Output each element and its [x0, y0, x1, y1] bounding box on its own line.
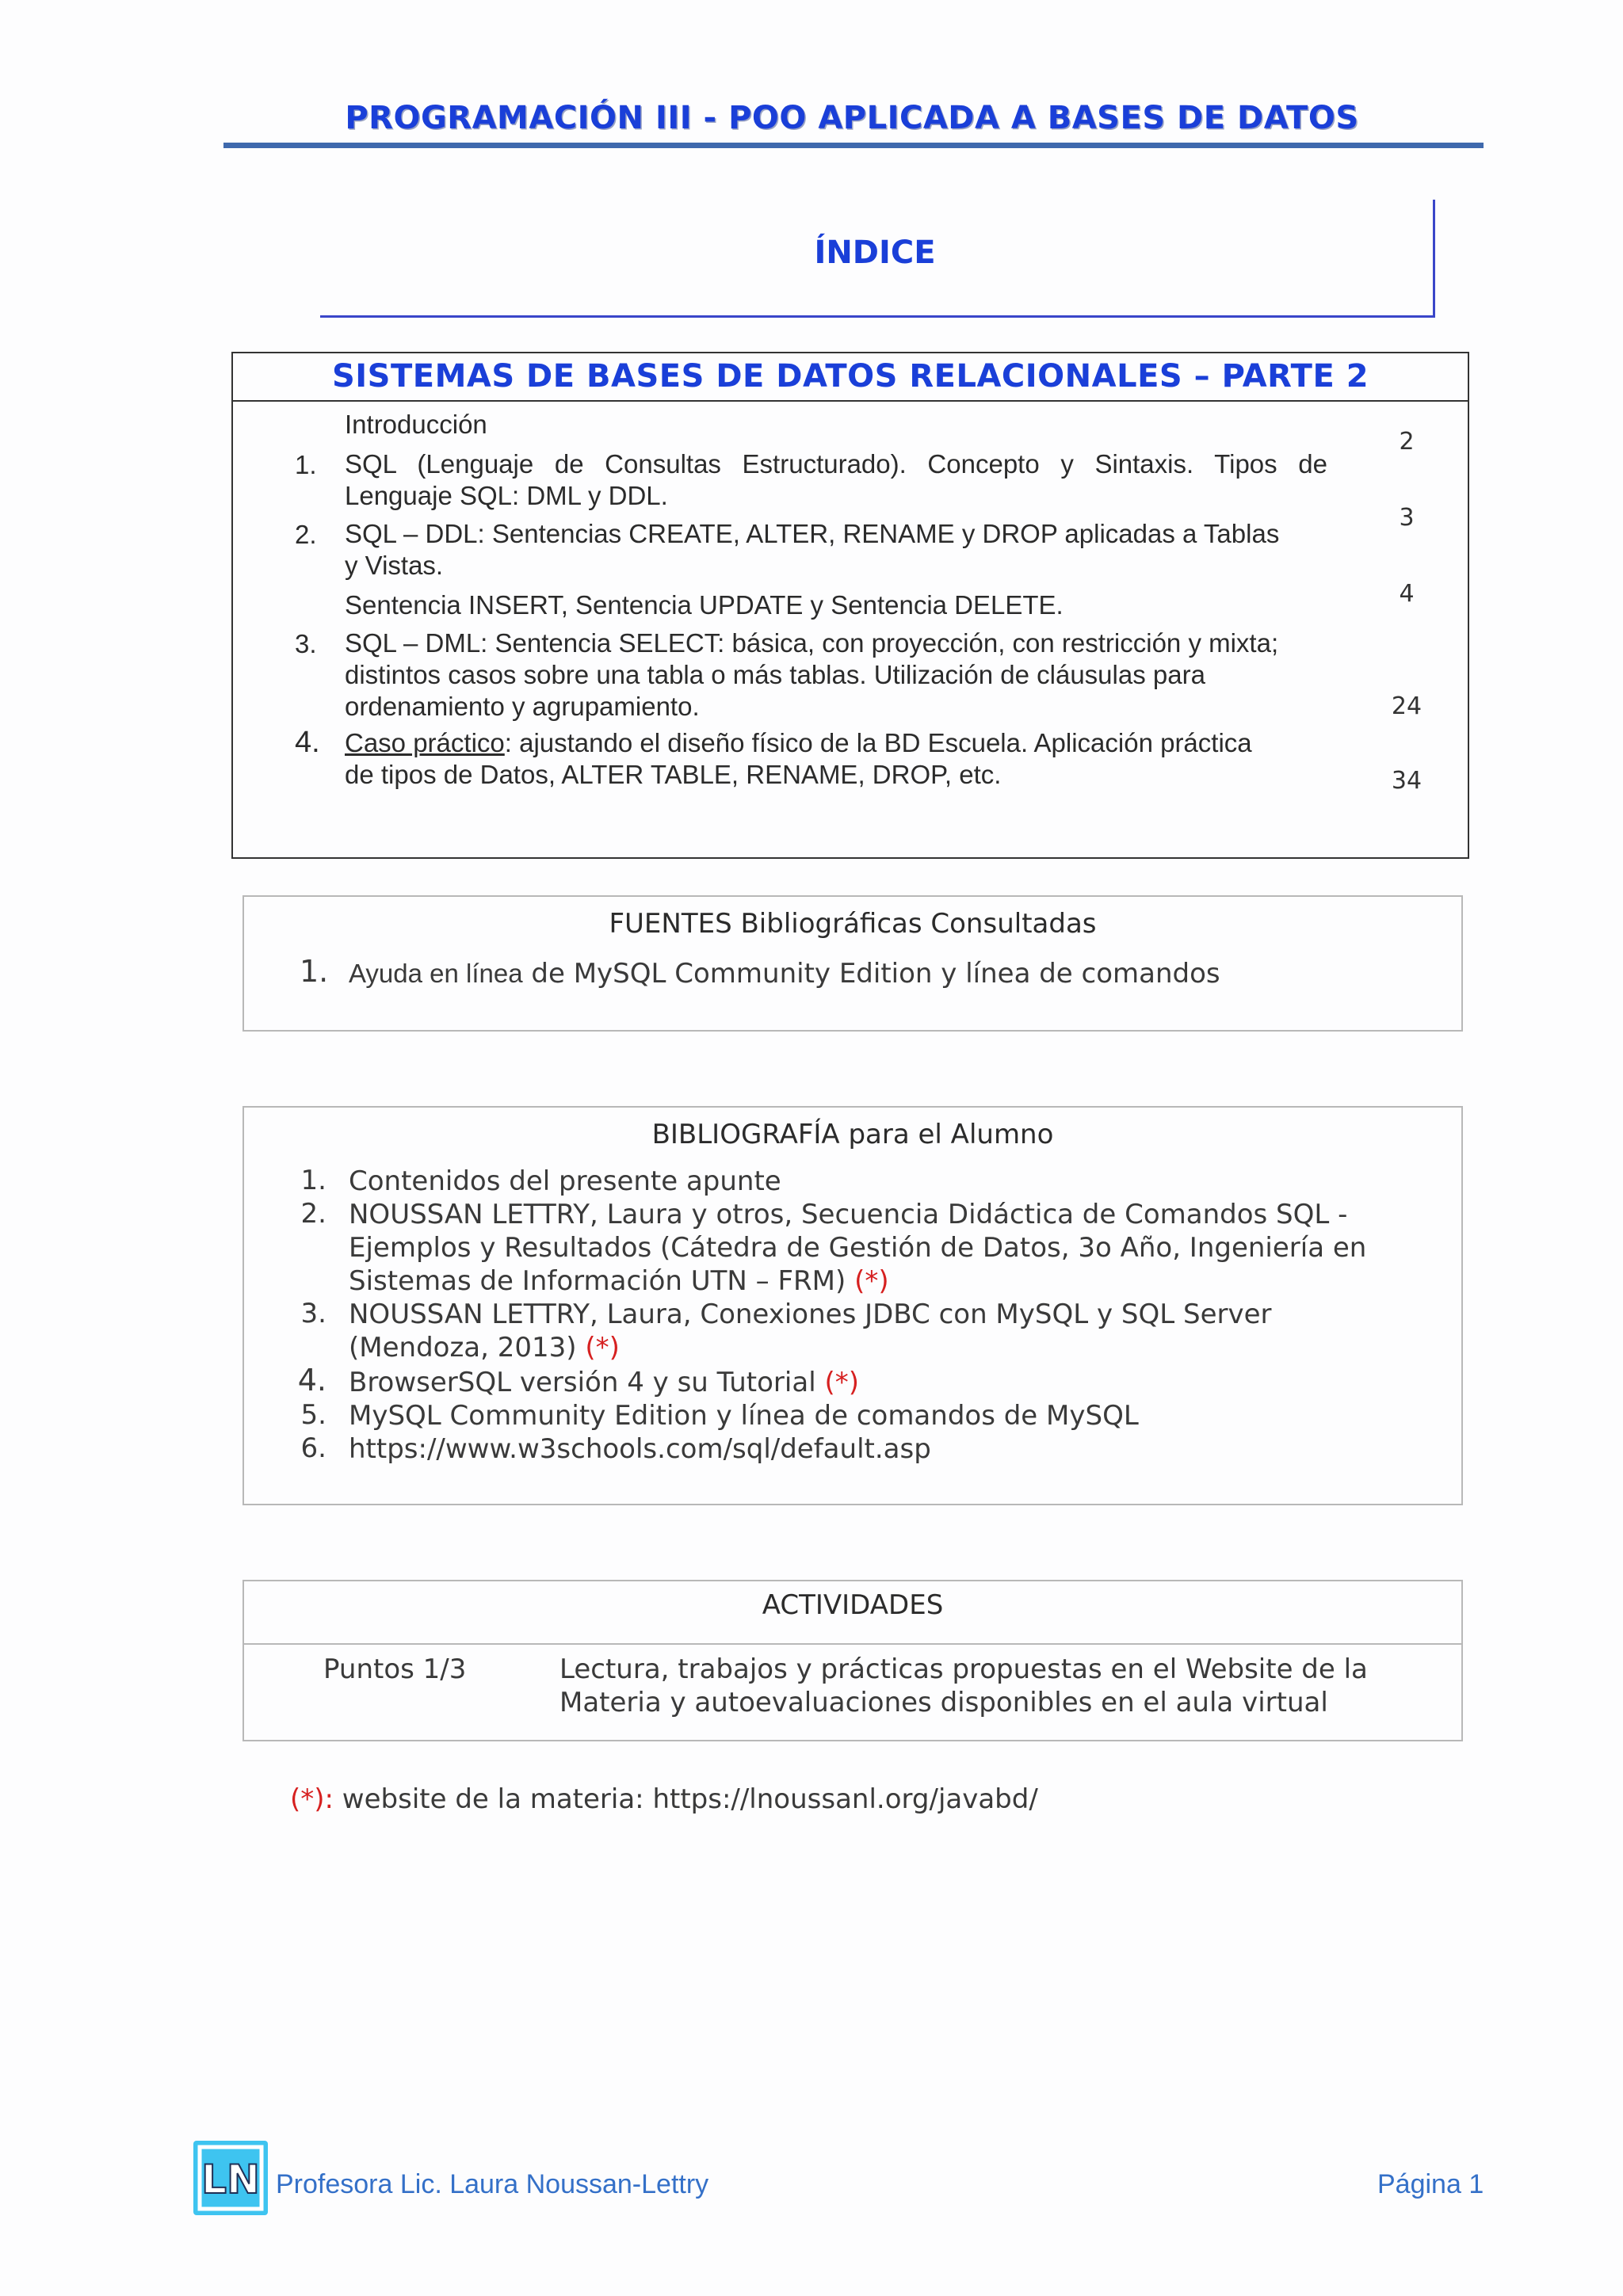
- bibliography-item-number: 4.: [297, 1363, 327, 1398]
- bibliography-item-text-line: BrowserSQL versión 4 y su Tutorial: [349, 1367, 816, 1398]
- toc-item-text: [345, 727, 1252, 759]
- toc-item-text: distintos casos sobre una tabla o más tablas. Utilización de cláusulas para: [345, 660, 1205, 689]
- toc-item-text: SQL – DDL: Sentencias CREATE, ALTER, RENAME y DROP aplicadas a Tablas: [345, 519, 1280, 548]
- logo-icon: [193, 2141, 268, 2215]
- bibliography-item-text: Contenidos del presente apunte: [349, 1165, 781, 1197]
- toc-page-number: 4: [1399, 580, 1415, 608]
- toc-item-number: 2.: [295, 520, 317, 549]
- sources-item-text-a: Ayuda en línea: [349, 959, 523, 988]
- activities-title: ACTIVIDADES: [762, 1589, 944, 1621]
- author-logo: [193, 2141, 268, 2215]
- index-frame-bottom: [320, 315, 1435, 318]
- toc-page-number: 24: [1391, 692, 1423, 720]
- asterisk-mark: (*): [824, 1367, 859, 1398]
- bibliography-link[interactable]: https://www.w3schools.com/sql/default.asp: [349, 1433, 931, 1465]
- asterisk-mark: (*):: [290, 1783, 334, 1815]
- toc-item-text: y Vistas.: [345, 551, 444, 580]
- website-note-text[interactable]: website de la materia: https://lnoussanl.org/javabd/: [333, 1783, 1038, 1815]
- activities-divider: [242, 1643, 1463, 1645]
- toc-item-number: 1.: [295, 450, 317, 479]
- toc-item-text: SQL – DML: Sentencia SELECT: básica, con proyección, con restricción y mixta;: [345, 628, 1279, 658]
- activities-points: Puntos 1/3: [323, 1653, 467, 1685]
- bibliography-item-number: 1.: [300, 1165, 327, 1196]
- toc-item-text-rest: : ajustando el diseño físico de la BD Escuela. Aplicación práctica: [504, 728, 1252, 757]
- document-header-title: PROGRAMACIÓN III - POO APLICADA A BASES DE DATOS: [345, 100, 1359, 136]
- footer-page-number: Página 1: [1377, 2169, 1484, 2199]
- sources-item-text-b: de MySQL Community Edition y línea de comandos: [522, 958, 1220, 990]
- toc-item-number: 3.: [295, 629, 317, 658]
- website-note: [290, 1783, 1038, 1816]
- activities-description: Lectura, trabajos y prácticas propuestas en el Website de la: [559, 1653, 1368, 1685]
- bibliography-item-number: 6.: [300, 1432, 327, 1464]
- bibliography-item-text-line: Sistemas de Información UTN – FRM): [349, 1265, 846, 1297]
- bibliography-item-text: [349, 1331, 620, 1364]
- index-title: ÍNDICE: [814, 235, 936, 271]
- toc-item-text: Lenguaje SQL: DML y DDL.: [345, 481, 668, 510]
- toc-item-number: 4.: [295, 726, 320, 759]
- footer-author: Profesora Lic. Laura Noussan-Lettry: [276, 2169, 709, 2199]
- bibliography-item-number: 3.: [300, 1298, 327, 1329]
- bibliography-item-text: Ejemplos y Resultados (Cátedra de Gestión de Datos, 3o Año, Ingeniería en: [349, 1232, 1367, 1264]
- toc-page-number: 3: [1399, 504, 1415, 532]
- bibliography-item-number: 2.: [300, 1198, 327, 1230]
- toc-header-divider: [231, 400, 1469, 402]
- toc-item-text: Sentencia INSERT, Sentencia UPDATE y Sentencia DELETE.: [345, 590, 1064, 620]
- bibliography-item-text: [349, 1366, 859, 1399]
- logo-text: LN: [201, 2157, 260, 2203]
- activities-description: Materia y autoevaluaciones disponibles en el aula virtual: [559, 1687, 1328, 1718]
- bibliography-item-text: MySQL Community Edition y línea de comandos de MySQL: [349, 1400, 1139, 1432]
- bibliography-item-text: NOUSSAN LETTRY, Laura, Conexiones JDBC con MySQL y SQL Server: [349, 1299, 1272, 1330]
- sources-item-text: [349, 957, 1220, 990]
- toc-page-number: 2: [1399, 428, 1415, 456]
- sources-item-number: 1.: [300, 954, 329, 989]
- bibliography-title: BIBLIOGRAFÍA para el Alumno: [651, 1119, 1054, 1150]
- bibliography-item-text: [349, 1264, 889, 1298]
- toc-page-number: 34: [1391, 767, 1423, 795]
- bibliography-item-number: 5.: [300, 1399, 327, 1431]
- header-rule: [223, 143, 1484, 148]
- caso-practico-link[interactable]: Caso práctico: [345, 728, 505, 757]
- toc-heading: SISTEMAS DE BASES DE DATOS RELACIONALES – PARTE 2: [331, 358, 1369, 395]
- toc-item-text: SQL (Lenguaje de Consultas Estructurado). Concepto y Sintaxis. Tipos de: [345, 449, 1327, 479]
- toc-intro: Introducción: [345, 410, 487, 439]
- toc-item-text: ordenamiento y agrupamiento.: [345, 692, 700, 721]
- index-frame-right: [1433, 200, 1435, 315]
- bibliography-item-text-line: (Mendoza, 2013): [349, 1332, 577, 1363]
- bibliography-item-text: NOUSSAN LETTRY, Laura y otros, Secuencia Didáctica de Comandos SQL -: [349, 1199, 1348, 1230]
- asterisk-mark: (*): [854, 1265, 889, 1297]
- sources-title: FUENTES Bibliográficas Consultadas: [609, 908, 1097, 940]
- toc-item-text: de tipos de Datos, ALTER TABLE, RENAME, DROP, etc.: [345, 760, 1002, 789]
- asterisk-mark: (*): [585, 1332, 620, 1363]
